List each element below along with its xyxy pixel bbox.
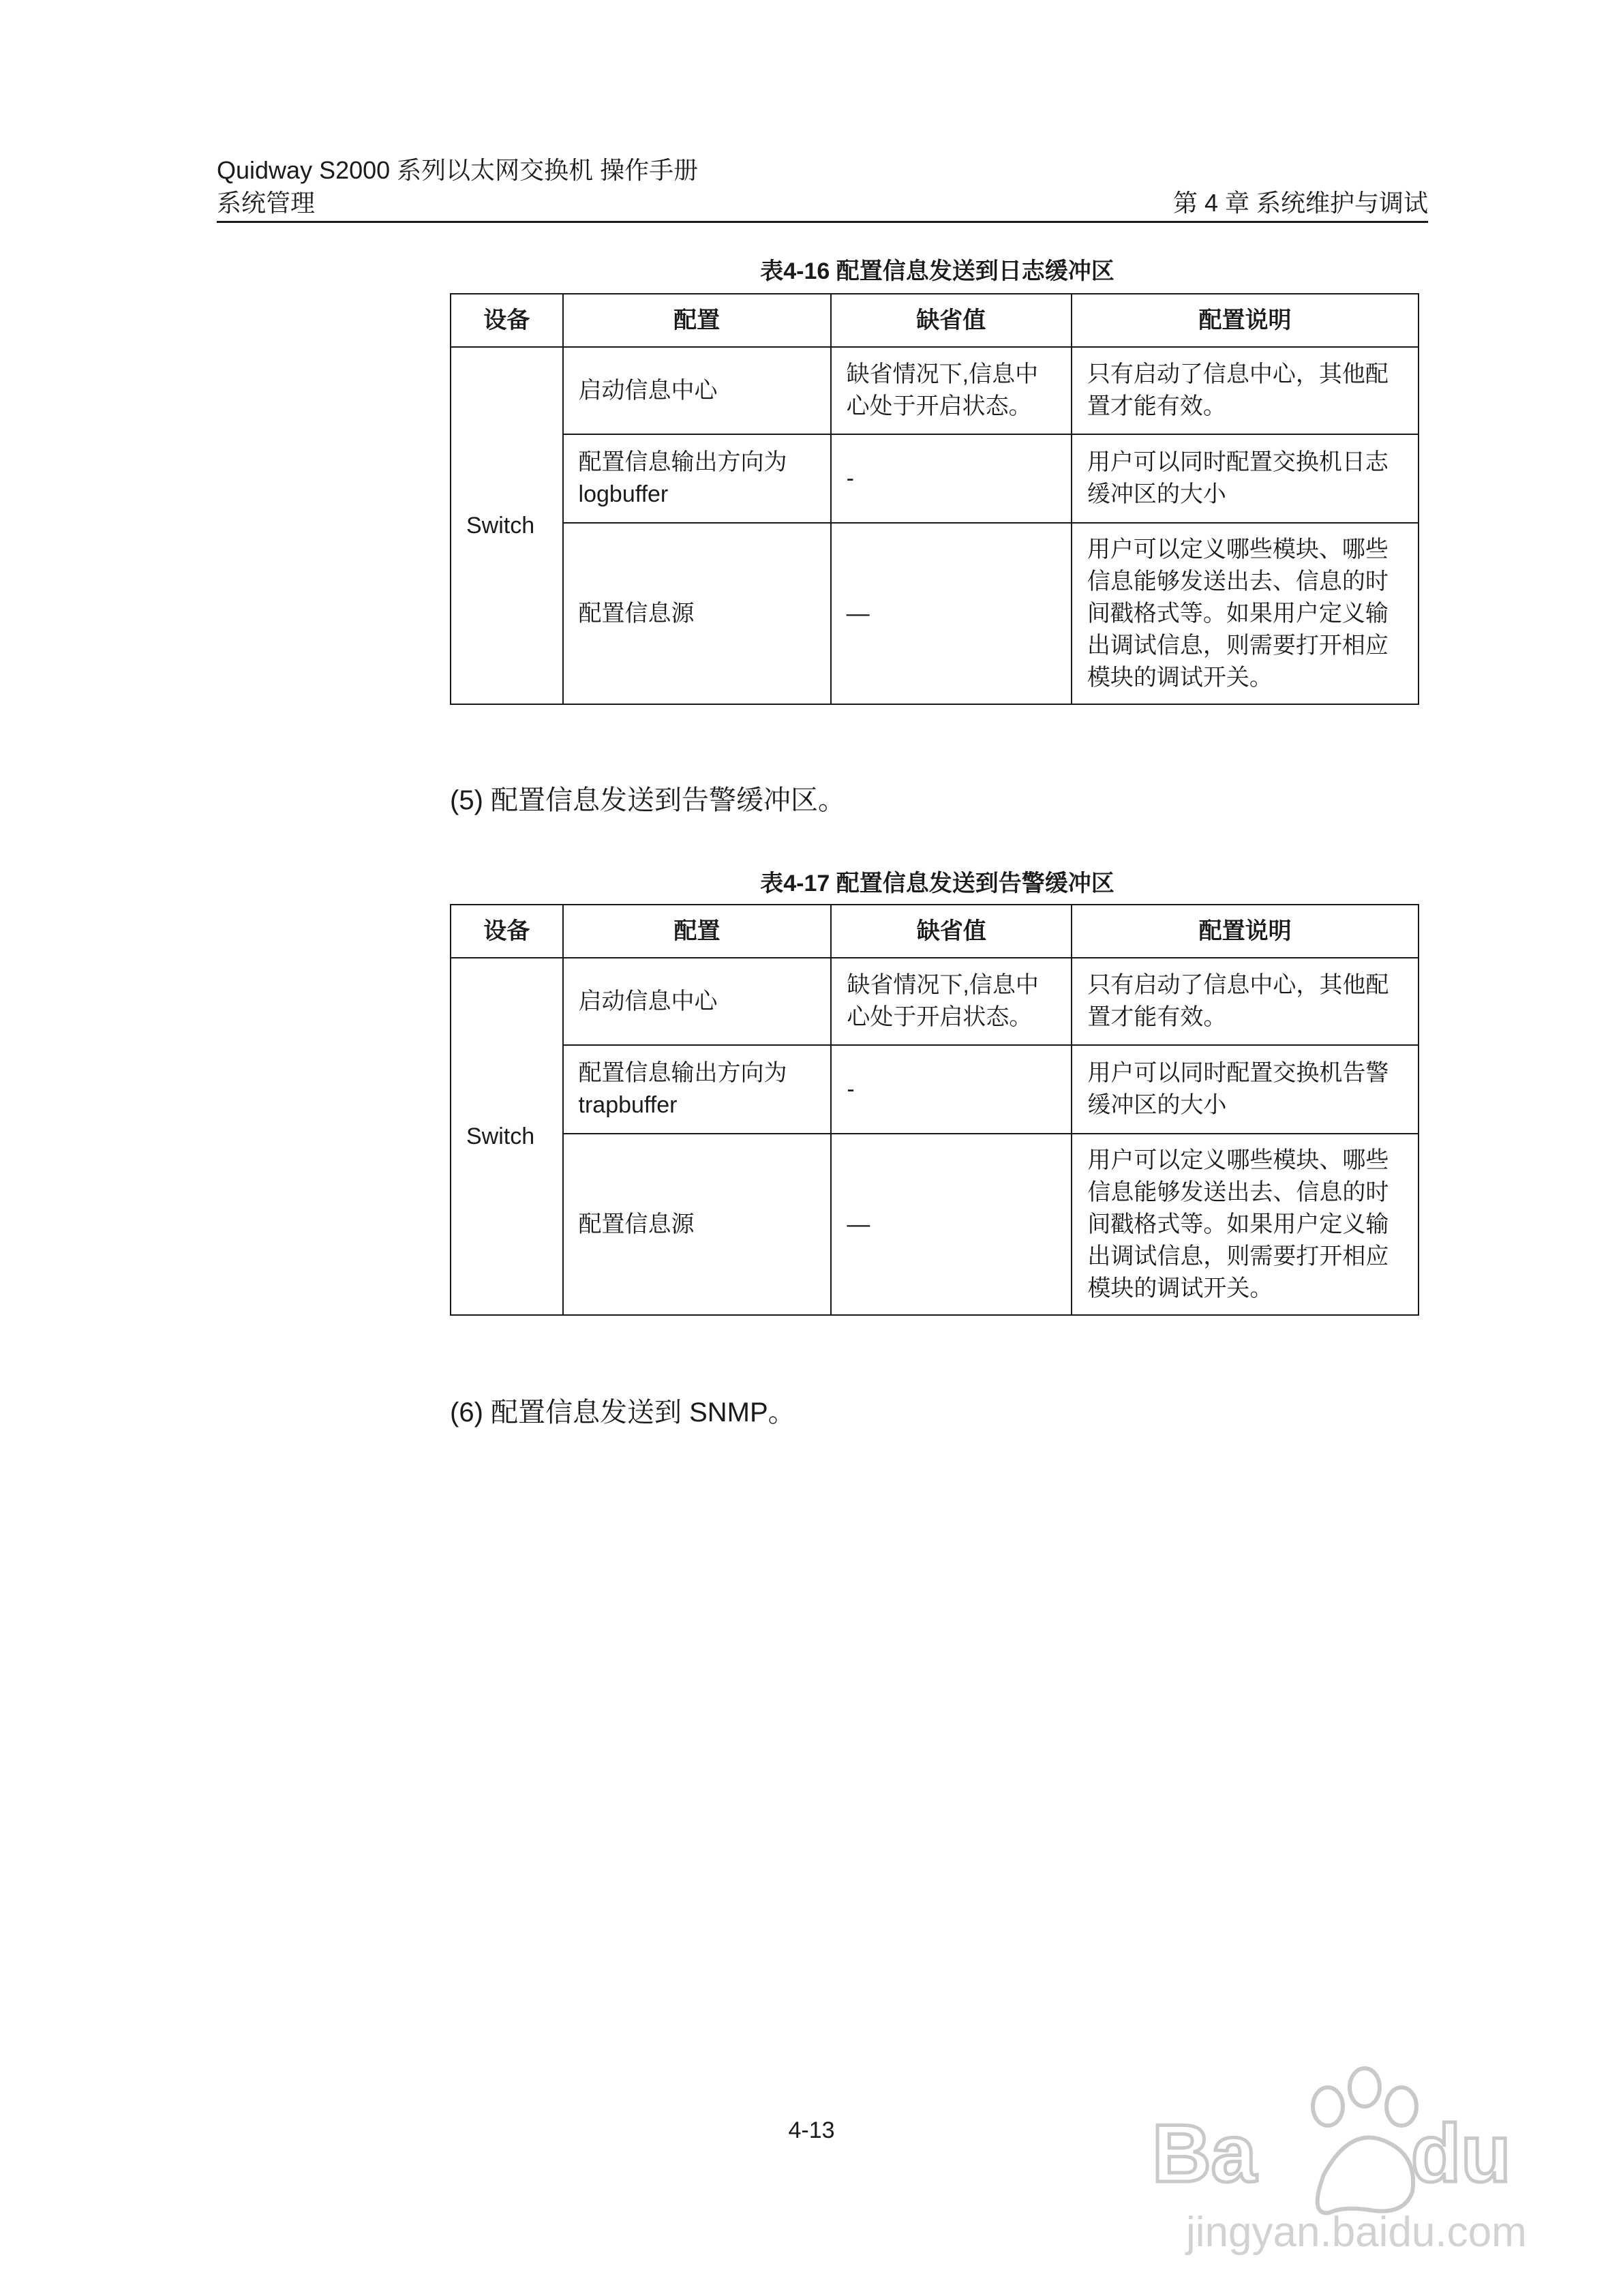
column-header-description: 配置说明: [1072, 905, 1419, 958]
config-cell: 配置信息源: [563, 523, 831, 704]
default-cell: —: [831, 1134, 1072, 1315]
header-section: 系统管理: [217, 189, 316, 217]
column-header-device: 设备: [451, 294, 563, 347]
description-cell: 只有启动了信息中心，其他配置才能有效。: [1072, 347, 1419, 434]
table-caption-4-16: 表4-16 配置信息发送到日志缓冲区: [760, 258, 1114, 284]
column-header-default: 缺省值: [831, 294, 1072, 347]
table-header-row: [451, 294, 1419, 347]
config-cell: 启动信息中心: [563, 347, 831, 434]
table-row: [451, 434, 1419, 523]
header-title: Quidway S2000 系列以太网交换机 操作手册: [217, 156, 699, 184]
paw-logo-icon: [1313, 2068, 1416, 2213]
watermark-url: jingyan.baidu.com: [1186, 2209, 1527, 2256]
baidu-jingyan-watermark: [1145, 2052, 1541, 2256]
table-header-row: [451, 905, 1419, 958]
config-cell: 启动信息中心: [563, 958, 832, 1045]
device-cell: Switch: [451, 347, 563, 704]
device-cell: Switch: [451, 958, 563, 1315]
step-5-text: (5) 配置信息发送到告警缓冲区。: [450, 785, 845, 815]
default-cell: -: [831, 434, 1072, 523]
column-header-config: 配置: [563, 905, 832, 958]
default-cell: -: [831, 1045, 1072, 1134]
table-row: [451, 1045, 1419, 1134]
config-cell: 配置信息源: [563, 1134, 832, 1315]
svg-text:du: du: [1411, 2108, 1511, 2199]
description-cell: 用户可以同时配置交换机告警缓冲区的大小: [1072, 1045, 1419, 1134]
description-cell: 用户可以定义哪些模块、哪些信息能够发送出去、信息的时间戳格式等。如果用户定义输出调试信息，则需要打开相应模块的调试开关。: [1072, 1134, 1419, 1315]
table-row: [451, 523, 1419, 704]
description-cell: 用户可以定义哪些模块、哪些信息能够发送出去、信息的时间戳格式等。如果用户定义输出调试信息，则需要打开相应模块的调试开关。: [1072, 523, 1419, 704]
default-cell: 缺省情况下,信息中心处于开启状态。: [831, 347, 1072, 434]
table-row: [451, 1134, 1419, 1315]
column-header-config: 配置: [563, 294, 831, 347]
description-cell: 只有启动了信息中心，其他配置才能有效。: [1072, 958, 1419, 1045]
header-divider: [217, 221, 1428, 223]
table-row: [451, 347, 1419, 434]
config-cell: 配置信息输出方向为 logbuffer: [563, 434, 831, 523]
page-number: 4-13: [788, 2117, 835, 2143]
table-4-17: [450, 904, 1419, 1316]
svg-text:Ba: Ba: [1152, 2108, 1257, 2199]
default-cell: 缺省情况下,信息中心处于开启状态。: [831, 958, 1072, 1045]
default-cell: —: [831, 523, 1072, 704]
column-header-default: 缺省值: [831, 905, 1072, 958]
table-caption-4-17: 表4-17 配置信息发送到告警缓冲区: [760, 871, 1114, 896]
step-6-text: (6) 配置信息发送到 SNMP。: [450, 1398, 795, 1428]
description-cell: 用户可以同时配置交换机日志缓冲区的大小: [1072, 434, 1419, 523]
table-4-16: [450, 293, 1419, 705]
column-header-device: 设备: [451, 905, 563, 958]
header-chapter: 第 4 章 系统维护与调试: [1172, 189, 1428, 217]
column-header-description: 配置说明: [1072, 294, 1419, 347]
config-cell: 配置信息输出方向为 trapbuffer: [563, 1045, 832, 1134]
table-row: [451, 958, 1419, 1045]
